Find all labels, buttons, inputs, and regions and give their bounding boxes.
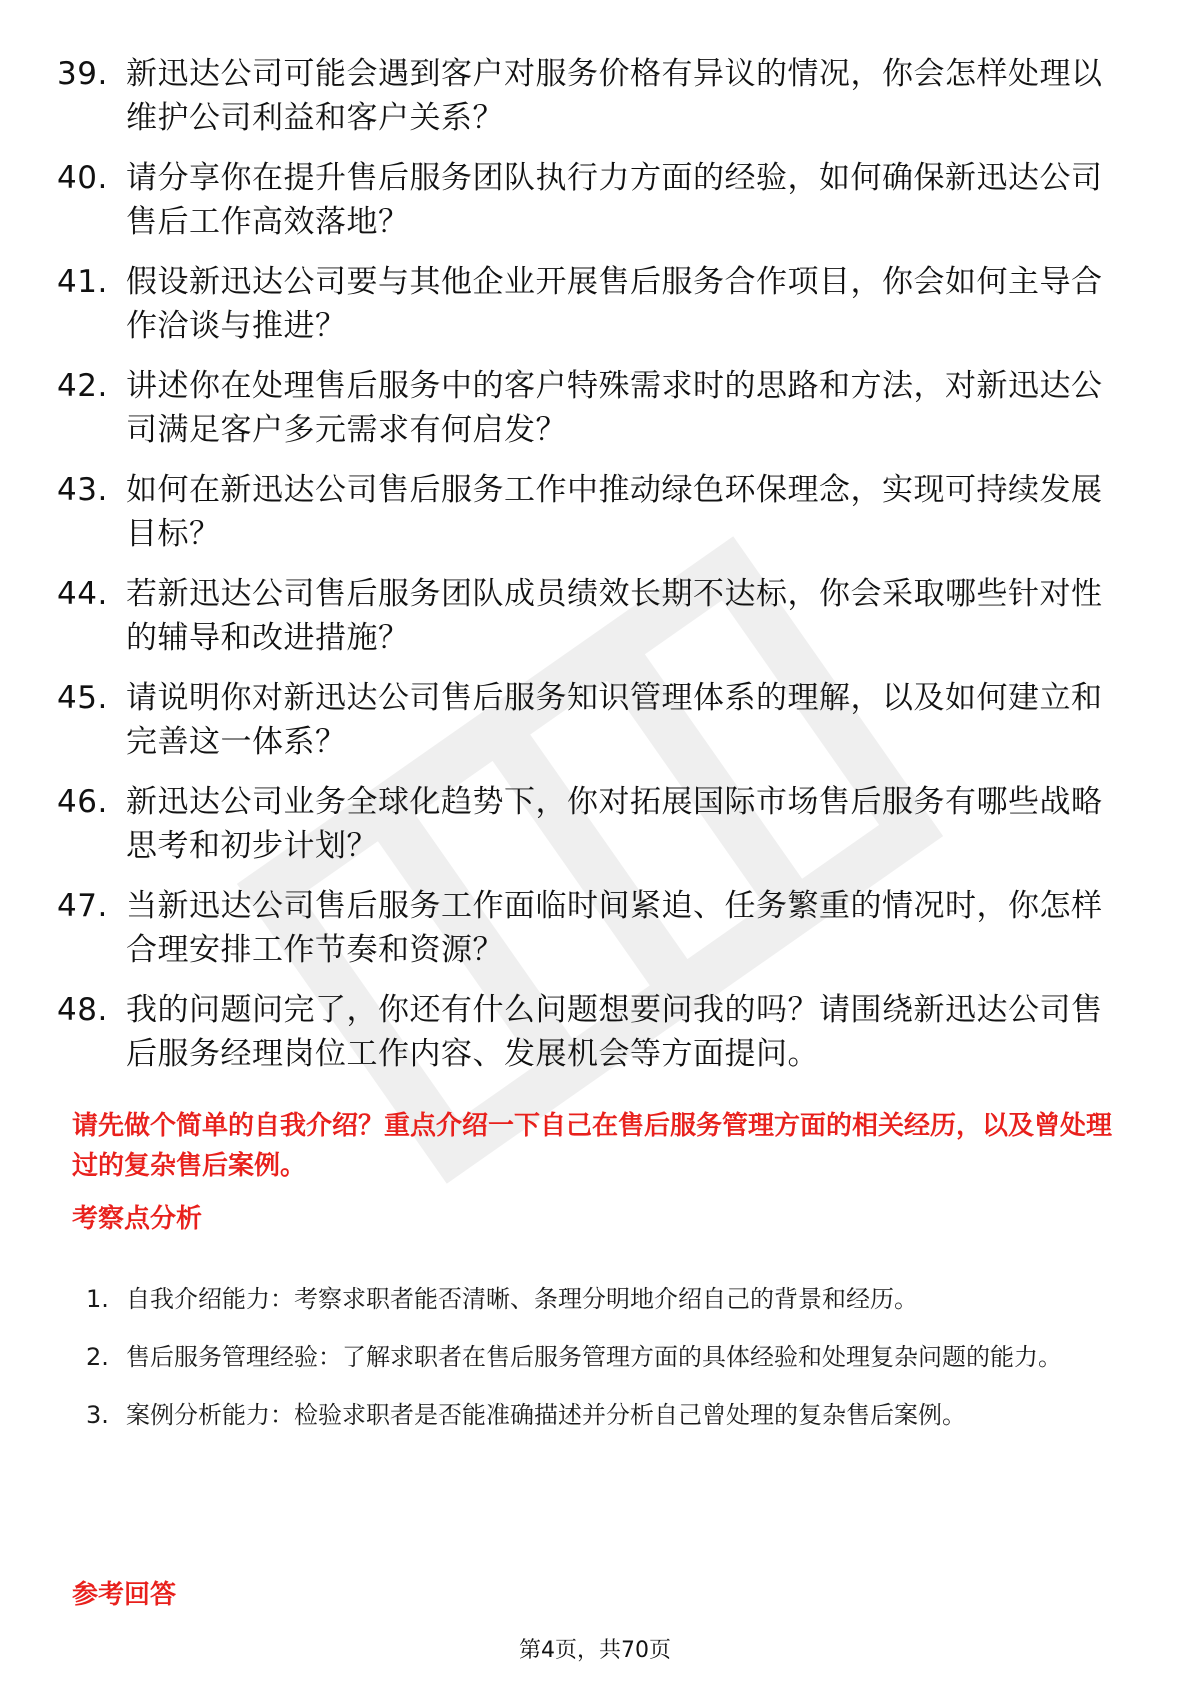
question-number: 40.	[57, 160, 108, 196]
question-number: 46.	[57, 784, 108, 820]
question-text: 当新迅达公司售后服务工作面临时间紧迫、任务繁重的情况时，你怎样合理安排工作节奏和资源？	[126, 888, 1103, 968]
question-item	[0, 364, 1190, 452]
question-item	[0, 572, 1190, 660]
analysis-item	[0, 1328, 1190, 1386]
analysis-number: 2.	[86, 1343, 109, 1371]
question-number: 45.	[57, 680, 108, 716]
question-text: 如何在新迅达公司售后服务工作中推动绿色环保理念，实现可持续发展目标？	[126, 472, 1103, 552]
question-number: 48.	[57, 992, 108, 1028]
question-item	[0, 676, 1190, 764]
question-text: 我的问题问完了，你还有什么问题想要问我的吗？请围绕新迅达公司售后服务经理岗位工作内容、发展机会等方面提问。	[126, 992, 1103, 1072]
question-number: 41.	[57, 264, 108, 300]
question-number: 39.	[57, 56, 108, 92]
analysis-number: 3.	[86, 1401, 109, 1429]
analysis-heading: 考察点分析	[72, 1204, 203, 1234]
question-text: 若新迅达公司售后服务团队成员绩效长期不达标，你会采取哪些针对性的辅导和改进措施？	[126, 576, 1103, 656]
analysis-text: 售后服务管理经验：了解求职者在售后服务管理方面的具体经验和处理复杂问题的能力。	[126, 1343, 1062, 1371]
question-list	[0, 52, 1190, 1092]
question-number: 47.	[57, 888, 108, 924]
featured-question: 请先做个简单的自我介绍？重点介绍一下自己在售后服务管理方面的相关经历，以及曾处理过的复杂售后案例。	[72, 1111, 1113, 1181]
analysis-text: 案例分析能力：检验求职者是否能准确描述并分析自己曾处理的复杂售后案例。	[126, 1401, 966, 1429]
question-text: 假设新迅达公司要与其他企业开展售后服务合作项目，你会如何主导合作洽谈与推进？	[126, 264, 1103, 344]
analysis-item	[0, 1270, 1190, 1328]
question-number: 43.	[57, 472, 108, 508]
question-text: 请分享你在提升售后服务团队执行力方面的经验，如何确保新迅达公司售后工作高效落地？	[126, 160, 1103, 240]
question-text: 新迅达公司业务全球化趋势下，你对拓展国际市场售后服务有哪些战略思考和初步计划？	[126, 784, 1103, 864]
answer-heading: 参考回答	[72, 1580, 177, 1610]
question-text: 请说明你对新迅达公司售后服务知识管理体系的理解，以及如何建立和完善这一体系？	[126, 680, 1103, 760]
question-item	[0, 156, 1190, 244]
question-item	[0, 260, 1190, 348]
question-number: 42.	[57, 368, 108, 404]
question-text: 讲述你在处理售后服务中的客户特殊需求时的思路和方法，对新迅达公司满足客户多元需求有何启发？	[126, 368, 1103, 448]
analysis-list	[0, 1270, 1190, 1444]
question-item	[0, 780, 1190, 868]
question-item	[0, 988, 1190, 1076]
question-item	[0, 884, 1190, 972]
question-text: 新迅达公司可能会遇到客户对服务价格有异议的情况，你会怎样处理以维护公司利益和客户关系？	[126, 56, 1103, 136]
analysis-item	[0, 1386, 1190, 1444]
question-number: 44.	[57, 576, 108, 612]
question-item	[0, 52, 1190, 140]
analysis-text: 自我介绍能力：考察求职者能否清晰、条理分明地介绍自己的背景和经历。	[126, 1285, 918, 1313]
question-item	[0, 468, 1190, 556]
page-number: 第4页，共70页	[519, 1638, 671, 1663]
analysis-number: 1.	[86, 1285, 109, 1313]
